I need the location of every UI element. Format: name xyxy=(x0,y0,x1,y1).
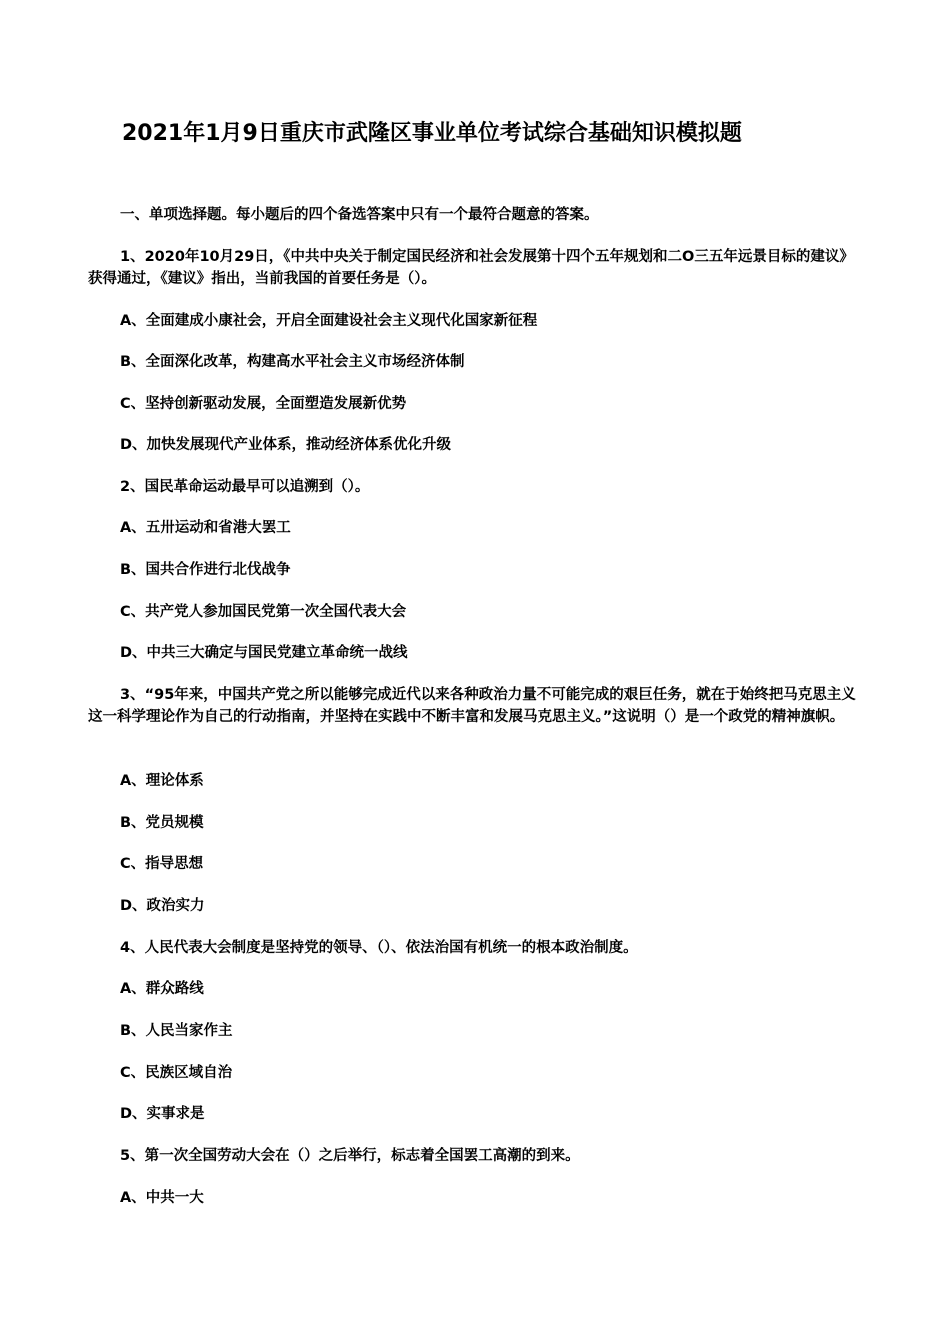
question-4-option-b: B、人民当家作主 xyxy=(120,1023,233,1039)
question-2-option-d: D、中共三大确定与国民党建立革命统一战线 xyxy=(120,645,408,661)
question-5-stem: 5、第一次全国劳动大会在（）之后举行，标志着全国罢工高潮的到来。 xyxy=(120,1148,580,1164)
question-2-option-b: B、国共合作进行北伐战争 xyxy=(120,562,291,578)
question-1-option-b: B、全面深化改革，构建高水平社会主义市场经济体制 xyxy=(120,354,465,370)
question-3-stem: 3、“95年来，中国共产党之所以能够完成近代以来各种政治力量不可能完成的艰巨任务，就在于始终把马克思主义这一科学理论作为自己的行动指南，并坚持在实践中不断丰富和发展马克思主义。”这说明（）是一个政党的精神旗帜。 xyxy=(88,687,856,725)
question-2-option-a: A、五卅运动和省港大罢工 xyxy=(120,520,291,536)
question-3-option-d: D、政治实力 xyxy=(120,898,205,914)
question-5-option-a: A、中共一大 xyxy=(120,1190,204,1206)
document-title: 2021年1月9日重庆市武隆区事业单位考试综合基础知识模拟题 xyxy=(122,121,742,146)
question-3-option-b: B、党员规模 xyxy=(120,815,204,831)
question-4-option-c: C、民族区域自治 xyxy=(120,1065,233,1081)
section-heading: 一、单项选择题。每小题后的四个备选答案中只有一个最符合题意的答案。 xyxy=(120,207,599,223)
question-1-option-d: D、加快发展现代产业体系，推动经济体系优化升级 xyxy=(120,437,452,453)
question-1-stem: 1、2020年10月29日，《中共中央关于制定国民经济和社会发展第十四个五年规划和二O三五年远景目标的建议》获得通过，《建议》指出，当前我国的首要任务是（）。 xyxy=(88,249,854,287)
question-2-stem: 2、国民革命运动最早可以追溯到（）。 xyxy=(120,479,370,495)
question-2-option-c: C、共产党人参加国民党第一次全国代表大会 xyxy=(120,604,407,620)
question-3-option-c: C、指导思想 xyxy=(120,856,204,872)
question-4-option-d: D、实事求是 xyxy=(120,1106,205,1122)
question-3-option-a: A、理论体系 xyxy=(120,773,204,789)
question-1-option-a: A、全面建成小康社会，开启全面建设社会主义现代化国家新征程 xyxy=(120,313,538,329)
question-1-option-c: C、坚持创新驱动发展，全面塑造发展新优势 xyxy=(120,396,407,412)
question-4-option-a: A、群众路线 xyxy=(120,981,204,997)
question-4-stem: 4、人民代表大会制度是坚持党的领导、（）、依法治国有机统一的根本政治制度。 xyxy=(120,940,638,956)
